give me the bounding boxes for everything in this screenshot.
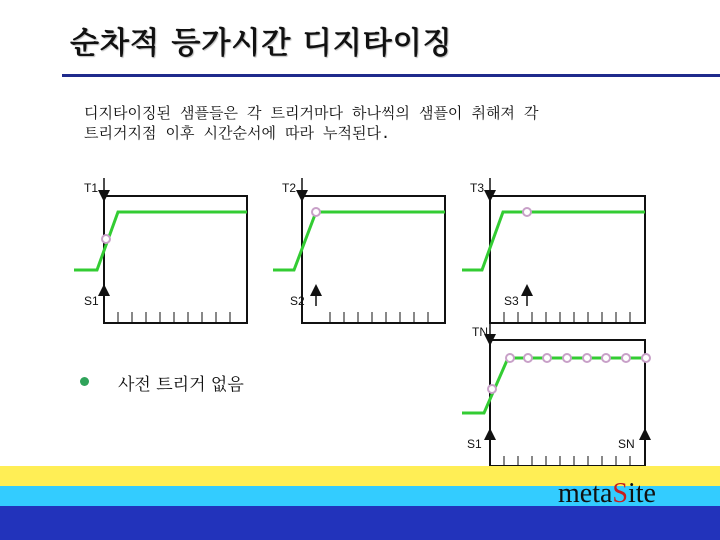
description-line-2: 트리거지점 이후 시간순서에 따라 누적된다.: [84, 124, 390, 142]
waveform-panel-3: [462, 178, 645, 323]
sample-label-s2: S2: [290, 294, 305, 308]
waveform-panel-2: [273, 178, 445, 323]
sample-label-s3: S3: [504, 294, 519, 308]
sample-label-s1: S1: [84, 294, 99, 308]
trigger-label-t3: T3: [470, 181, 485, 195]
logo-suffix: ite: [628, 478, 656, 509]
sample-point: [523, 208, 531, 216]
sample-point: [312, 208, 320, 216]
trigger-label-t1: T1: [84, 181, 99, 195]
logo-prefix: meta: [558, 478, 613, 509]
logo-highlight: S: [612, 478, 628, 509]
bullet-icon: [80, 377, 89, 386]
metasite-logo: [558, 478, 656, 510]
trigger-label-t2: T2: [282, 181, 297, 195]
trigger-label-tn: TN: [472, 325, 488, 339]
sample-label-sn: SN: [618, 437, 635, 451]
footer-band-blue: [0, 506, 720, 540]
sample-point: [102, 235, 110, 243]
accumulated-sample-points: [488, 354, 650, 393]
sample-label-s1-bottom: S1: [467, 437, 482, 451]
description-line-1: 디지타이징된 샘플들은 각 트리거마다 하나씩의 샘플이 취해져 각: [84, 104, 539, 122]
bullet-text: 사전 트리거 없음: [118, 375, 244, 395]
waveform-panel-n: [462, 322, 650, 466]
waveform-panel-1: [74, 178, 247, 323]
slide-title: 순차적 등가시간 디지타이징: [70, 26, 453, 61]
